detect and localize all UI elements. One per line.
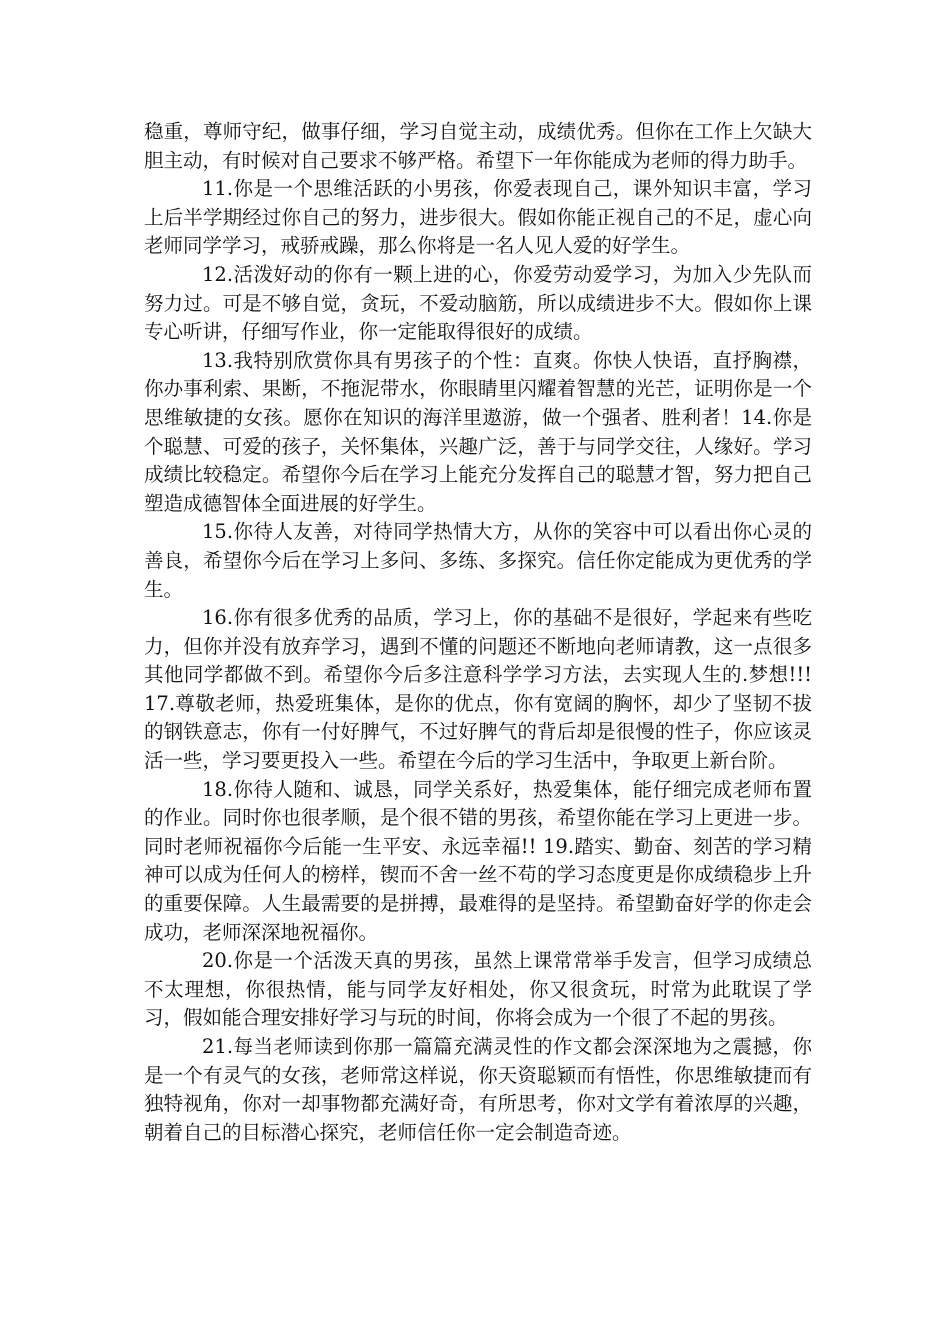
paragraph-21: 21.每当老师读到你那一篇篇充满灵性的作文都会深深地为之震撼，你是一个有灵气的女孩，老师常这样说，你天资聪颖而有悟性，你思维敏捷而有独特视角，你对一却事物都充满好奇，有所思考，你对文学有着浓厚的兴趣，朝着自己的目标潜心探究，老师信任你一定会制造奇迹。 xyxy=(144,1035,812,1144)
paragraph-10-continuation: 稳重，尊师守纪，做事仔细，学习自觉主动，成绩优秀。但你在工作上欠缺大胆主动，有时候对自己要求不够严格。希望下一年你能成为老师的得力助手。 xyxy=(144,120,812,172)
paragraph-20: 20.你是一个活泼天真的男孩，虽然上课常常举手发言，但学习成绩总不太理想，你很热情，能与同学友好相处，你又很贪玩，时常为此耽误了学习，假如能合理安排好学习与玩的时间，你将会成为一个很了不起的男孩。 xyxy=(144,949,812,1030)
paragraph-11: 11.你是一个思维活跃的小男孩，你爱表现自己，课外知识丰富，学习上后半学期经过你自己的努力，进步很大。假如你能正视自己的不足，虚心向老师同学学习，戒骄戒躁，那么你将是一名人见人爱的好学生。 xyxy=(144,177,812,258)
paragraph-12: 12.活泼好动的你有一颗上进的心，你爱劳动爱学习，为加入少先队而努力过。可是不够自觉，贪玩，不爱动脑筋，所以成绩进步不大。假如你上课专心听讲，仔细写作业，你一定能取得很好的成绩。 xyxy=(144,262,812,344)
document-body xyxy=(144,118,812,1147)
paragraph-15: 15.你待人友善，对待同学热情大方，从你的笑容中可以看出你心灵的善良，希望你今后在学习上多问、多练、多探究。信任你定能成为更优秀的学生。 xyxy=(144,520,812,601)
paragraph-18-19: 18.你待人随和、诚恳，同学关系好，热爱集体，能仔细完成老师布置的作业。同时你也很孝顺，是个很不错的男孩，希望你能在学习上更进一步。同时老师祝福你今后能一生平安、永远幸福!! 19.踏实、勤奋、刻苦的学习精神可以成为任何人的榜样，锲而不舍一丝不苟的学习态度更是你成绩稳步上升的重要保障。人生最需要的是拼搏，最难得的是坚持。希望勤奋好学的你走会成功，老师深深地祝福你。 xyxy=(144,777,812,944)
paragraph-16-17: 16.你有很多优秀的品质，学习上，你的基础不是很好，学起来有些吃力，但你并没有放弃学习，遇到不懂的问题还不断地向老师请教，这一点很多其他同学都做不到。希望你今后多注意科学学习方法，去实现人生的.梦想!!! 17.尊敬老师，热爱班集体，是你的优点，你有宽阔的胸怀，却少了坚韧不拔的钢铁意志，你有一付好脾气，不过好脾气的背后却是很慢的性子，你应该灵活一些，学习要更投入一些。希望在今后的学习生活中，争取更上新台阶。 xyxy=(144,606,812,773)
paragraph-13-14: 13.我特别欣赏你具有男孩子的个性：直爽。你快人快语，直抒胸襟，你办事利索、果断，不拖泥带水，你眼睛里闪耀着智慧的光芒，证明你是一个思维敏捷的女孩。愿你在知识的海洋里遨游，做一个强者、胜利者！14.你是个聪慧、可爱的孩子，关怀集体，兴趣广泛，善于与同学交往，人缘好。学习成绩比较稳定。希望你今后在学习上能充分发挥自己的聪慧才智，努力把自己塑造成德智体全面进展的好学生。 xyxy=(144,348,812,515)
